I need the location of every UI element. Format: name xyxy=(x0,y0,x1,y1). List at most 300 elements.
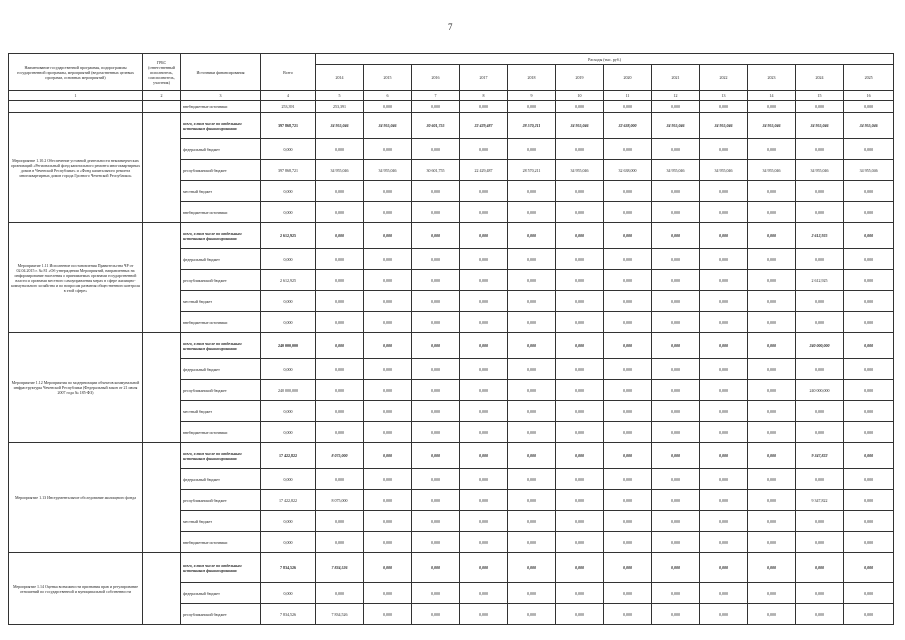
value-cell: 0,000 xyxy=(364,532,412,553)
value-cell: 0,000 xyxy=(316,333,364,359)
value-cell: 34 955,046 xyxy=(748,113,796,139)
value-cell: 0,000 xyxy=(460,139,508,160)
value-cell: 0,000 xyxy=(748,583,796,604)
value-cell: 0,000 xyxy=(844,443,894,469)
value-cell: 2 612,925 xyxy=(796,223,844,249)
value-cell: 0,000 xyxy=(700,333,748,359)
value-cell: 0,000 xyxy=(364,443,412,469)
value-cell: 0,000 xyxy=(412,380,460,401)
source-cell: федеральный бюджет xyxy=(181,249,261,270)
value-cell: 34 955,046 xyxy=(796,160,844,181)
value-cell: 0,000 xyxy=(796,583,844,604)
header-grbs: ГРБС (ответственный исполнитель, соисполнитель, участник) xyxy=(143,54,181,91)
value-cell: 0,000 xyxy=(556,422,604,443)
value-cell: 0,000 xyxy=(508,490,556,511)
header-source: Источники финансирования xyxy=(181,54,261,91)
value-cell: 240 000,000 xyxy=(796,333,844,359)
value-cell: 0,000 xyxy=(700,202,748,223)
value-cell: 0,000 xyxy=(604,333,652,359)
column-number: 1 xyxy=(9,91,143,101)
column-number: 13 xyxy=(700,91,748,101)
value-cell: 0,000 xyxy=(748,270,796,291)
value-cell: 0,000 xyxy=(316,469,364,490)
value-cell: 0,000 xyxy=(556,359,604,380)
header-year: 2025 xyxy=(844,65,894,91)
column-number: 9 xyxy=(508,91,556,101)
value-cell: 0,000 xyxy=(412,270,460,291)
activity-name: Мероприятие 1.12 Мероприятия по модернизации объектов коммунальной инфраструктуры Чеченской Республики (Федеральный закон от 21 июля 2007 года № 185-ФЗ) xyxy=(9,333,143,443)
value-cell: 0,000 xyxy=(748,181,796,202)
value-cell: 0,000 xyxy=(700,532,748,553)
value-cell: 0,000 xyxy=(844,291,894,312)
value-cell: 0,000 xyxy=(604,291,652,312)
value-cell: 0,000 xyxy=(460,401,508,422)
header-year: 2017 xyxy=(460,65,508,91)
value-cell: 0,000 xyxy=(844,469,894,490)
value-cell: 0,000 xyxy=(364,401,412,422)
header-year: 2019 xyxy=(556,65,604,91)
source-cell: местный бюджет xyxy=(181,511,261,532)
column-number: 5 xyxy=(316,91,364,101)
value-cell: 30 601,755 xyxy=(412,160,460,181)
value-cell: 0,000 xyxy=(844,583,894,604)
value-cell: 0,000 xyxy=(604,101,652,113)
table-row xyxy=(9,101,894,113)
value-cell: 0,000 xyxy=(364,291,412,312)
activity-name: Мероприятие 1.14 Оценка возможности признания прав и регулирование отношений по государственной и муниципальной собственности xyxy=(9,553,143,625)
value-cell: 0,000 xyxy=(412,604,460,625)
value-cell: 0,000 xyxy=(652,139,700,160)
total-cell: 2 612,925 xyxy=(261,270,316,291)
value-cell: 0,000 xyxy=(364,249,412,270)
value-cell: 0,000 xyxy=(556,139,604,160)
value-cell: 0,000 xyxy=(844,270,894,291)
value-cell: 9 347,822 xyxy=(796,443,844,469)
header-name: Наименование государственной программы, подпрограммы государственной программы, мероприятий (ведомственных целевых программ, основных мероприятий) xyxy=(9,54,143,91)
value-cell: 0,000 xyxy=(652,359,700,380)
value-cell: 0,000 xyxy=(844,181,894,202)
value-cell: 0,000 xyxy=(508,333,556,359)
value-cell: 0,000 xyxy=(652,604,700,625)
value-cell: 0,000 xyxy=(844,202,894,223)
value-cell: 0,000 xyxy=(748,202,796,223)
value-cell: 0,000 xyxy=(652,202,700,223)
grbs-cell xyxy=(143,333,181,443)
value-cell: 0,000 xyxy=(316,223,364,249)
table-row xyxy=(9,223,894,249)
value-cell: 0,000 xyxy=(604,401,652,422)
source-cell: федеральный бюджет xyxy=(181,139,261,160)
total-cell: 0,000 xyxy=(261,422,316,443)
value-cell: 0,000 xyxy=(316,202,364,223)
activity-name: Мероприятие 1.11 Исполнение постановления Правительства ЧР от 02.04.2015 г. № 81 «Об утверждении Мероприятий, направленных на информирование населения о принимаемых органами государственной власти и органами местного самоуправления мерах в сфере жилищно-коммунального хозяйства и по вопросам развития общественного контроля в этой сфере» xyxy=(9,223,143,333)
value-cell: 0,000 xyxy=(748,401,796,422)
value-cell: 0,000 xyxy=(316,401,364,422)
value-cell: 0,000 xyxy=(700,249,748,270)
value-cell: 0,000 xyxy=(316,380,364,401)
value-cell: 0,000 xyxy=(700,139,748,160)
column-number: 11 xyxy=(604,91,652,101)
value-cell: 0,000 xyxy=(364,490,412,511)
value-cell: 0,000 xyxy=(364,583,412,604)
value-cell: 0,000 xyxy=(508,532,556,553)
value-cell: 0,000 xyxy=(508,553,556,583)
source-cell: федеральный бюджет xyxy=(181,469,261,490)
value-cell: 32 638,000 xyxy=(604,113,652,139)
value-cell: 0,000 xyxy=(460,490,508,511)
grbs-cell xyxy=(143,553,181,625)
total-cell: 0,000 xyxy=(261,139,316,160)
value-cell: 0,000 xyxy=(412,511,460,532)
total-cell: 0,000 xyxy=(261,511,316,532)
value-cell: 0,000 xyxy=(796,202,844,223)
source-cell: внебюджетные источники xyxy=(181,312,261,333)
value-cell: 0,000 xyxy=(604,532,652,553)
value-cell: 7 834,526 xyxy=(316,553,364,583)
value-cell: 0,000 xyxy=(652,333,700,359)
value-cell: 2 612,925 xyxy=(796,270,844,291)
value-cell: 34 955,046 xyxy=(652,160,700,181)
value-cell: 0,000 xyxy=(604,583,652,604)
value-cell: 0,000 xyxy=(604,422,652,443)
value-cell: 34 955,046 xyxy=(316,113,364,139)
value-cell: 0,000 xyxy=(364,469,412,490)
column-number: 15 xyxy=(796,91,844,101)
value-cell: 0,000 xyxy=(508,422,556,443)
value-cell: 30 601,755 xyxy=(412,113,460,139)
value-cell: 0,000 xyxy=(604,469,652,490)
source-cell: республиканский бюджет xyxy=(181,604,261,625)
total-cell: 0,000 xyxy=(261,532,316,553)
value-cell: 0,000 xyxy=(508,359,556,380)
value-cell: 0,000 xyxy=(556,583,604,604)
value-cell: 0,000 xyxy=(316,139,364,160)
source-cell: всего, в том числе по отдельным источникам финансирования: xyxy=(181,113,261,139)
column-number: 2 xyxy=(143,91,181,101)
value-cell: 0,000 xyxy=(700,511,748,532)
value-cell: 28 570,211 xyxy=(508,113,556,139)
total-cell: 17 422,822 xyxy=(261,443,316,469)
value-cell: 0,000 xyxy=(412,532,460,553)
value-cell: 0,000 xyxy=(652,249,700,270)
grbs-cell xyxy=(143,223,181,333)
value-cell: 34 955,046 xyxy=(844,160,894,181)
value-cell: 0,000 xyxy=(844,359,894,380)
value-cell: 0,000 xyxy=(412,249,460,270)
value-cell: 240 000,000 xyxy=(796,380,844,401)
value-cell: 0,000 xyxy=(748,380,796,401)
total-cell: 0,000 xyxy=(261,202,316,223)
value-cell: 0,000 xyxy=(412,202,460,223)
value-cell: 0,000 xyxy=(652,422,700,443)
value-cell: 0,000 xyxy=(796,291,844,312)
source-cell: местный бюджет xyxy=(181,401,261,422)
value-cell: 0,000 xyxy=(556,181,604,202)
header-year: 2024 xyxy=(796,65,844,91)
value-cell: 0,000 xyxy=(652,469,700,490)
header-year: 2021 xyxy=(652,65,700,91)
value-cell: 0,000 xyxy=(556,380,604,401)
value-cell: 0,000 xyxy=(460,469,508,490)
total-cell: 7 834,526 xyxy=(261,553,316,583)
value-cell: 0,000 xyxy=(748,223,796,249)
value-cell: 34 955,046 xyxy=(364,160,412,181)
grbs-cell xyxy=(143,443,181,553)
source-cell: местный бюджет xyxy=(181,181,261,202)
value-cell: 0,000 xyxy=(796,181,844,202)
value-cell: 0,000 xyxy=(796,312,844,333)
value-cell: 0,000 xyxy=(700,359,748,380)
value-cell: 0,000 xyxy=(412,181,460,202)
value-cell: 0,000 xyxy=(796,604,844,625)
value-cell: 0,000 xyxy=(652,583,700,604)
value-cell: 0,000 xyxy=(460,333,508,359)
value-cell: 0,000 xyxy=(364,359,412,380)
value-cell: 0,000 xyxy=(316,583,364,604)
source-cell: внебюджетные источники xyxy=(181,532,261,553)
column-number: 6 xyxy=(364,91,412,101)
total-cell: 253,391 xyxy=(261,101,316,113)
value-cell: 0,000 xyxy=(364,202,412,223)
value-cell: 0,000 xyxy=(796,359,844,380)
column-number: 7 xyxy=(412,91,460,101)
value-cell: 8 075,000 xyxy=(316,443,364,469)
value-cell: 0,000 xyxy=(844,490,894,511)
value-cell: 34 955,046 xyxy=(796,113,844,139)
total-cell: 0,000 xyxy=(261,312,316,333)
value-cell: 0,000 xyxy=(412,553,460,583)
source-cell: внебюджетные источники xyxy=(181,422,261,443)
value-cell: 0,000 xyxy=(844,422,894,443)
value-cell: 0,000 xyxy=(748,333,796,359)
column-number: 8 xyxy=(460,91,508,101)
value-cell: 0,000 xyxy=(508,583,556,604)
value-cell: 0,000 xyxy=(412,359,460,380)
value-cell: 0,000 xyxy=(844,312,894,333)
total-cell: 240 000,000 xyxy=(261,333,316,359)
value-cell: 0,000 xyxy=(844,532,894,553)
value-cell: 0,000 xyxy=(844,553,894,583)
header-year: 2020 xyxy=(604,65,652,91)
value-cell: 0,000 xyxy=(844,101,894,113)
value-cell: 0,000 xyxy=(844,249,894,270)
value-cell: 0,000 xyxy=(844,401,894,422)
value-cell: 0,000 xyxy=(412,490,460,511)
value-cell: 0,000 xyxy=(364,270,412,291)
header-year: 2022 xyxy=(700,65,748,91)
value-cell: 0,000 xyxy=(700,270,748,291)
value-cell: 0,000 xyxy=(364,139,412,160)
value-cell: 0,000 xyxy=(556,291,604,312)
total-cell: 17 422,822 xyxy=(261,490,316,511)
table-row xyxy=(9,553,894,583)
source-cell: всего, в том числе по отдельным источникам финансирования: xyxy=(181,553,261,583)
value-cell: 0,000 xyxy=(652,101,700,113)
value-cell: 34 955,046 xyxy=(364,113,412,139)
value-cell: 0,000 xyxy=(604,223,652,249)
value-cell: 0,000 xyxy=(844,604,894,625)
value-cell: 0,000 xyxy=(652,532,700,553)
value-cell: 0,000 xyxy=(748,532,796,553)
source-cell: внебюджетные источники xyxy=(181,101,261,113)
value-cell: 0,000 xyxy=(364,181,412,202)
value-cell: 0,000 xyxy=(508,380,556,401)
source-cell: республиканский бюджет xyxy=(181,380,261,401)
value-cell: 0,000 xyxy=(748,359,796,380)
value-cell: 0,000 xyxy=(796,422,844,443)
value-cell: 0,000 xyxy=(748,469,796,490)
total-cell: 240 000,000 xyxy=(261,380,316,401)
value-cell: 0,000 xyxy=(652,511,700,532)
column-number: 12 xyxy=(652,91,700,101)
source-cell: местный бюджет xyxy=(181,291,261,312)
value-cell: 0,000 xyxy=(508,139,556,160)
value-cell: 0,000 xyxy=(556,223,604,249)
value-cell: 7 834,526 xyxy=(316,604,364,625)
value-cell: 0,000 xyxy=(460,380,508,401)
value-cell: 0,000 xyxy=(748,249,796,270)
value-cell: 0,000 xyxy=(508,469,556,490)
value-cell: 0,000 xyxy=(652,270,700,291)
value-cell: 253,391 xyxy=(316,101,364,113)
value-cell: 0,000 xyxy=(748,101,796,113)
value-cell: 0,000 xyxy=(316,511,364,532)
value-cell: 0,000 xyxy=(460,202,508,223)
value-cell: 0,000 xyxy=(460,443,508,469)
value-cell: 0,000 xyxy=(412,139,460,160)
value-cell: 0,000 xyxy=(556,490,604,511)
value-cell: 0,000 xyxy=(460,223,508,249)
value-cell: 0,000 xyxy=(700,223,748,249)
grbs-cell xyxy=(143,101,181,113)
value-cell: 0,000 xyxy=(460,532,508,553)
value-cell: 0,000 xyxy=(844,511,894,532)
total-cell: 0,000 xyxy=(261,181,316,202)
value-cell: 0,000 xyxy=(412,583,460,604)
value-cell: 0,000 xyxy=(604,139,652,160)
value-cell: 0,000 xyxy=(364,333,412,359)
value-cell: 0,000 xyxy=(796,553,844,583)
value-cell: 0,000 xyxy=(604,553,652,583)
value-cell: 34 955,046 xyxy=(556,160,604,181)
value-cell: 0,000 xyxy=(316,422,364,443)
value-cell: 0,000 xyxy=(604,380,652,401)
value-cell: 0,000 xyxy=(460,291,508,312)
value-cell: 0,000 xyxy=(460,422,508,443)
value-cell: 0,000 xyxy=(700,380,748,401)
total-cell: 0,000 xyxy=(261,469,316,490)
value-cell: 0,000 xyxy=(604,249,652,270)
value-cell: 0,000 xyxy=(460,553,508,583)
value-cell: 0,000 xyxy=(316,249,364,270)
value-cell: 0,000 xyxy=(652,490,700,511)
value-cell: 0,000 xyxy=(364,312,412,333)
value-cell: 0,000 xyxy=(700,401,748,422)
value-cell: 0,000 xyxy=(556,270,604,291)
value-cell: 0,000 xyxy=(652,401,700,422)
value-cell: 0,000 xyxy=(844,139,894,160)
source-cell: федеральный бюджет xyxy=(181,359,261,380)
total-cell: 0,000 xyxy=(261,401,316,422)
value-cell: 0,000 xyxy=(700,553,748,583)
source-cell: республиканский бюджет xyxy=(181,270,261,291)
value-cell: 0,000 xyxy=(412,422,460,443)
value-cell: 0,000 xyxy=(652,223,700,249)
value-cell: 0,000 xyxy=(556,312,604,333)
value-cell: 0,000 xyxy=(700,604,748,625)
header-year: 2018 xyxy=(508,65,556,91)
value-cell: 0,000 xyxy=(556,333,604,359)
value-cell: 0,000 xyxy=(460,604,508,625)
activity-name: Мероприятие 1.10.2 Обеспечение уставной деятельности некоммерческих организаций «Региональный фонд капитального ремонта многоквартирных домов в Чеченской Республике» и «Фонд капитального ремонта многоквартирных домов города Грозного Чеченской Республики» xyxy=(9,113,143,223)
value-cell: 0,000 xyxy=(652,312,700,333)
column-number: 10 xyxy=(556,91,604,101)
value-cell: 0,000 xyxy=(364,223,412,249)
value-cell: 0,000 xyxy=(364,101,412,113)
value-cell: 0,000 xyxy=(604,270,652,291)
value-cell: 0,000 xyxy=(556,553,604,583)
value-cell: 0,000 xyxy=(652,181,700,202)
value-cell: 0,000 xyxy=(604,443,652,469)
value-cell: 0,000 xyxy=(364,511,412,532)
source-cell: федеральный бюджет xyxy=(181,583,261,604)
value-cell: 0,000 xyxy=(604,490,652,511)
value-cell: 0,000 xyxy=(700,583,748,604)
value-cell: 0,000 xyxy=(460,511,508,532)
value-cell: 0,000 xyxy=(604,202,652,223)
value-cell: 0,000 xyxy=(652,553,700,583)
value-cell: 0,000 xyxy=(316,312,364,333)
value-cell: 0,000 xyxy=(316,532,364,553)
value-cell: 0,000 xyxy=(700,469,748,490)
value-cell: 34 955,046 xyxy=(844,113,894,139)
total-cell: 2 612,925 xyxy=(261,223,316,249)
value-cell: 0,000 xyxy=(364,553,412,583)
value-cell: 0,000 xyxy=(796,469,844,490)
value-cell: 34 955,046 xyxy=(556,113,604,139)
value-cell: 0,000 xyxy=(364,604,412,625)
value-cell: 0,000 xyxy=(604,604,652,625)
header-expenses: Расходы (тыс. руб.) xyxy=(316,54,894,65)
value-cell: 0,000 xyxy=(412,312,460,333)
value-cell: 0,000 xyxy=(508,291,556,312)
value-cell: 0,000 xyxy=(796,101,844,113)
value-cell: 0,000 xyxy=(412,333,460,359)
total-cell: 397 868,721 xyxy=(261,113,316,139)
value-cell: 0,000 xyxy=(556,443,604,469)
value-cell: 0,000 xyxy=(460,270,508,291)
value-cell: 9 347,822 xyxy=(796,490,844,511)
value-cell: 0,000 xyxy=(460,249,508,270)
value-cell: 0,000 xyxy=(412,101,460,113)
value-cell: 0,000 xyxy=(316,359,364,380)
value-cell: 0,000 xyxy=(508,312,556,333)
value-cell: 0,000 xyxy=(748,490,796,511)
value-cell: 0,000 xyxy=(364,380,412,401)
value-cell: 0,000 xyxy=(748,443,796,469)
value-cell: 0,000 xyxy=(412,291,460,312)
value-cell: 0,000 xyxy=(604,511,652,532)
value-cell: 0,000 xyxy=(508,181,556,202)
name-cell xyxy=(9,101,143,113)
total-cell: 0,000 xyxy=(261,249,316,270)
total-cell: 397 868,721 xyxy=(261,160,316,181)
value-cell: 0,000 xyxy=(508,249,556,270)
value-cell: 0,000 xyxy=(556,532,604,553)
column-number: 16 xyxy=(844,91,894,101)
value-cell: 0,000 xyxy=(844,380,894,401)
value-cell: 0,000 xyxy=(556,469,604,490)
